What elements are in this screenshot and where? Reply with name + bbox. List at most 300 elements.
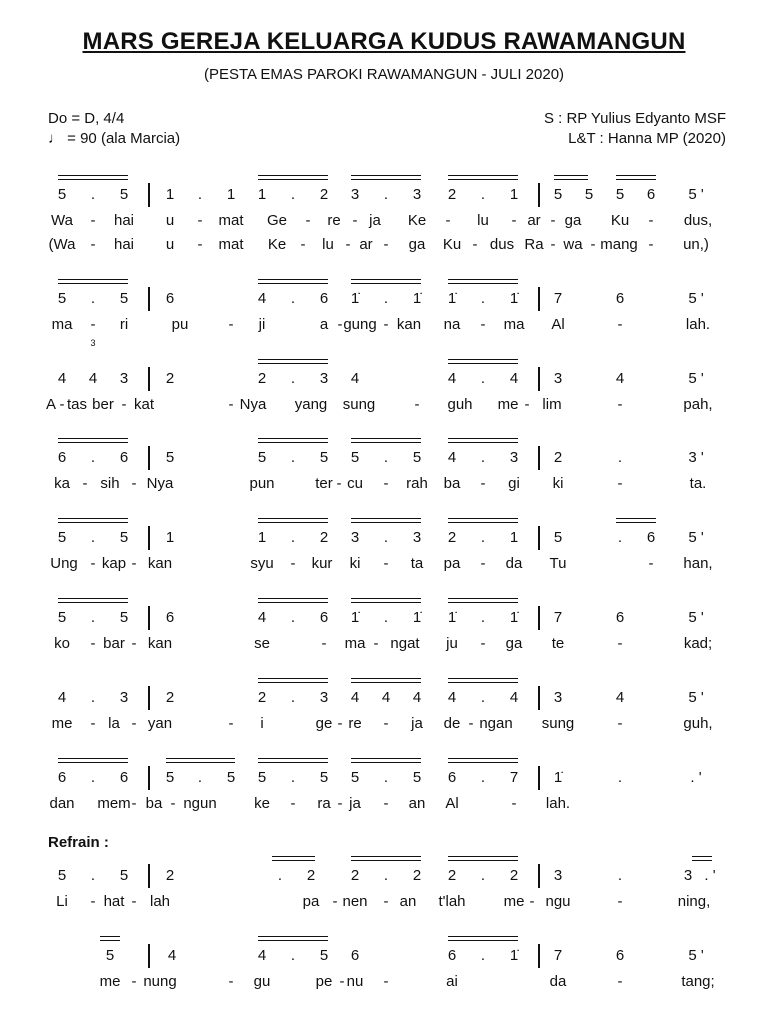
lyric-syllable: la <box>108 715 120 732</box>
lyric-syllable: re <box>348 715 362 732</box>
lyric-syllable: hai <box>113 236 135 253</box>
note-numeral: 5 <box>57 867 67 884</box>
lyric-syllable: - <box>228 715 234 732</box>
note-numeral: 2 <box>257 689 267 706</box>
note-numeral: 4 <box>57 370 67 387</box>
lyric-syllable: ar <box>359 236 373 253</box>
note-numeral: 5 <box>119 867 129 884</box>
lyric-syllable: - <box>468 715 474 732</box>
lyric-syllable: yan <box>147 715 173 732</box>
note-numeral: 6 <box>350 947 360 964</box>
lyric-syllable: - <box>480 555 486 572</box>
note-numeral: 2 <box>165 867 175 884</box>
beam-line <box>258 359 328 360</box>
lyric-syllable: syu <box>250 555 274 572</box>
note-numeral: 5 <box>119 609 129 626</box>
note-numeral: 1̇ <box>350 609 360 626</box>
note-numeral: . <box>480 186 486 203</box>
note-numeral: 6 <box>57 449 67 466</box>
note-numeral: . <box>290 290 296 307</box>
lyric-syllable: - <box>383 795 389 812</box>
lyric-syllable: dan <box>49 795 75 812</box>
note-numeral: 4 <box>615 370 625 387</box>
lyric-syllable: a <box>319 316 329 333</box>
note-numeral: . <box>480 370 486 387</box>
lyric-syllable: pun <box>249 475 275 492</box>
beam-line <box>448 598 518 599</box>
lyric-syllable: ba <box>443 475 461 492</box>
beam-line <box>351 856 421 857</box>
beam-line <box>351 438 421 439</box>
note-numeral: 1̇ <box>412 290 422 307</box>
note-numeral: 6 <box>165 290 175 307</box>
note-numeral: . <box>617 769 623 786</box>
lyric-syllable: nung <box>143 973 177 990</box>
note-numeral: 6 <box>165 609 175 626</box>
lyric-syllable: pa <box>302 893 320 910</box>
beam-line <box>448 758 518 759</box>
lyric-syllable: kan <box>147 555 173 572</box>
note-numeral: 2 <box>165 370 175 387</box>
note-numeral: 5 <box>584 186 594 203</box>
lyric-syllable: - <box>445 212 451 229</box>
note-numeral: 1 <box>509 186 519 203</box>
note-numeral: . <box>480 947 486 964</box>
note-numeral: . <box>383 290 389 307</box>
note-numeral: . <box>480 769 486 786</box>
lyric-syllable: ma <box>51 316 73 333</box>
note-numeral: . <box>290 186 296 203</box>
lyric-syllable: - <box>472 236 478 253</box>
note-numeral: 3 <box>350 529 360 546</box>
barline <box>148 864 150 888</box>
lyric-syllable: - <box>337 316 343 333</box>
note-numeral: 7 <box>553 609 563 626</box>
note-numeral: 6 <box>646 529 656 546</box>
note-numeral: 4 <box>509 370 519 387</box>
lyric-syllable: - <box>617 316 623 333</box>
lyric-syllable: kap <box>101 555 127 572</box>
lyric-syllable: ning, <box>677 893 711 910</box>
note-numeral: 2 <box>447 529 457 546</box>
beam-line <box>351 860 421 861</box>
beam-line <box>351 283 421 284</box>
note-numeral: . <box>290 529 296 546</box>
beam-line <box>258 283 328 284</box>
lyric-syllable: nen <box>342 893 368 910</box>
lyric-syllable: kan <box>396 316 422 333</box>
barline <box>538 686 540 710</box>
note-numeral: 1 <box>226 186 236 203</box>
note-numeral: 2 <box>306 867 316 884</box>
lyric-syllable: se <box>254 635 270 652</box>
lyric-syllable: - <box>383 316 389 333</box>
note-numeral: . <box>290 769 296 786</box>
beam-line <box>58 762 128 763</box>
lyric-syllable: ka <box>54 475 70 492</box>
lyric-syllable: hai <box>113 212 135 229</box>
note-numeral: 3 <box>319 370 329 387</box>
lyric-syllable: - <box>617 475 623 492</box>
lyric-syllable: Nya <box>239 396 267 413</box>
note-numeral: 6 <box>319 609 329 626</box>
beam-line <box>351 279 421 280</box>
note-numeral: . <box>480 290 486 307</box>
beam-line <box>258 678 328 679</box>
lyric-syllable: - <box>383 715 389 732</box>
lyric-syllable: mat <box>218 236 244 253</box>
note-numeral: 3 ' <box>688 449 704 466</box>
note-numeral: 1̇ <box>509 609 519 626</box>
lyric-syllable: - <box>339 973 345 990</box>
beam-line <box>351 179 421 180</box>
note-numeral: 4 <box>350 370 360 387</box>
lyric-syllable: mang <box>600 236 638 253</box>
lyric-syllable: lah. <box>685 316 711 333</box>
lyric-syllable: - <box>511 795 517 812</box>
lyric-syllable: kur <box>311 555 333 572</box>
barline <box>148 944 150 968</box>
barline <box>538 446 540 470</box>
beam-line <box>58 175 128 176</box>
note-numeral: . <box>480 867 486 884</box>
note-numeral: 1̇ <box>447 609 457 626</box>
note-numeral: . <box>90 449 96 466</box>
lyric-syllable: nu <box>346 973 364 990</box>
lyric-syllable: me <box>497 396 519 413</box>
lyric-syllable: - <box>90 212 96 229</box>
beam-line <box>692 856 712 857</box>
barline <box>538 606 540 630</box>
beam-line <box>258 363 328 364</box>
note-numeral: . <box>290 370 296 387</box>
barline <box>148 686 150 710</box>
lyric-syllable: kat <box>133 396 155 413</box>
note-numeral: 4 <box>257 947 267 964</box>
lyric-syllable: sung <box>342 396 376 413</box>
lyric-syllable: - <box>90 635 96 652</box>
note-numeral: 4 <box>447 449 457 466</box>
lyric-syllable: - <box>480 475 486 492</box>
lyric-syllable: dus <box>489 236 515 253</box>
lyric-syllable: mem <box>97 795 131 812</box>
lyric-syllable: - <box>131 555 137 572</box>
page-title: MARS GEREJA KELUARGA KUDUS RAWAMANGUN <box>82 28 686 55</box>
note-numeral: . <box>383 867 389 884</box>
lyric-syllable: rah <box>406 475 428 492</box>
lyric-syllable: - <box>648 555 654 572</box>
note-numeral: 4 <box>381 689 391 706</box>
beam-line <box>351 602 421 603</box>
beam-line <box>448 363 518 364</box>
note-numeral: 6 <box>319 290 329 307</box>
beam-line <box>616 522 656 523</box>
lyric-syllable: gi <box>508 475 520 492</box>
note-numeral: 6 <box>646 186 656 203</box>
beam-line <box>351 518 421 519</box>
barline <box>148 606 150 630</box>
note-numeral: 7 <box>553 947 563 964</box>
note-numeral: . <box>290 947 296 964</box>
lyric-syllable: ber <box>92 396 114 413</box>
lyric-syllable: de <box>443 715 461 732</box>
beam-line <box>554 179 588 180</box>
triplet-mark: 3 <box>90 338 96 348</box>
lyric-syllable: an <box>408 795 426 812</box>
lyric-syllable: - <box>131 893 137 910</box>
beam-line <box>448 279 518 280</box>
beam-line <box>448 442 518 443</box>
note-numeral: . <box>290 449 296 466</box>
lyric-syllable: ko <box>54 635 70 652</box>
lyric-syllable: - <box>59 396 65 413</box>
lyric-syllable: - <box>121 396 127 413</box>
note-numeral: 3 <box>319 689 329 706</box>
beam-line <box>258 522 328 523</box>
lyric-syllable: u <box>165 212 175 229</box>
note-numeral: 5 ' <box>688 370 704 387</box>
beam-line <box>100 936 120 937</box>
note-numeral: 5 <box>553 186 563 203</box>
note-numeral: 5 <box>57 529 67 546</box>
lyric-syllable: - <box>383 973 389 990</box>
lyric-syllable: - <box>228 396 234 413</box>
lyric-syllable: gu <box>253 973 271 990</box>
beam-line <box>448 179 518 180</box>
note-numeral: 4 <box>615 689 625 706</box>
note-numeral: 1 <box>509 529 519 546</box>
note-numeral: 5 <box>226 769 236 786</box>
lyric-syllable: Tu <box>549 555 567 572</box>
barline <box>538 287 540 311</box>
note-numeral: 5 ' <box>688 186 704 203</box>
beam-line <box>351 442 421 443</box>
beam-line <box>448 762 518 763</box>
beam-line <box>351 598 421 599</box>
note-numeral: 5 ' <box>688 947 704 964</box>
beam-line <box>448 522 518 523</box>
beam-line <box>554 175 588 176</box>
lyric-syllable: sung <box>541 715 575 732</box>
note-numeral: 5 ' <box>688 290 704 307</box>
beam-line <box>100 940 120 941</box>
note-numeral: 1 <box>165 186 175 203</box>
note-numeral: 1̇ <box>350 290 360 307</box>
lyric-syllable: A <box>45 396 57 413</box>
beam-line <box>58 179 128 180</box>
lyric-syllable: han, <box>683 555 713 572</box>
note-numeral: 1̇ <box>509 947 519 964</box>
barline <box>538 526 540 550</box>
note-numeral: 1̇ <box>412 609 422 626</box>
beam-line <box>258 758 328 759</box>
lyric-syllable: pe <box>315 973 333 990</box>
lyric-syllable: - <box>290 795 296 812</box>
lyric-syllable: da <box>505 555 523 572</box>
note-numeral: 6 <box>615 947 625 964</box>
beam-line <box>258 602 328 603</box>
lyric-syllable: i <box>260 715 264 732</box>
lyric-syllable: ju <box>446 635 458 652</box>
note-numeral: 2 <box>447 186 457 203</box>
lyric-syllable: - <box>617 635 623 652</box>
lyric-syllable: guh, <box>683 715 713 732</box>
note-numeral: 3 <box>553 370 563 387</box>
beam-line <box>448 940 518 941</box>
lyricist-credit: L&T : Hanna MP (2020) <box>568 130 726 147</box>
lyric-syllable: ma <box>344 635 366 652</box>
lyric-syllable: - <box>590 236 596 253</box>
note-numeral: 2 <box>412 867 422 884</box>
lyric-syllable: lah <box>149 893 171 910</box>
lyric-syllable: - <box>617 973 623 990</box>
note-numeral: 2 <box>447 867 457 884</box>
note-numeral: 2 <box>350 867 360 884</box>
note-numeral: 5 <box>350 769 360 786</box>
note-numeral: 4 <box>257 609 267 626</box>
note-numeral: 1 <box>257 529 267 546</box>
lyric-syllable: an <box>399 893 417 910</box>
note-numeral: 5 <box>615 186 625 203</box>
note-numeral: . <box>90 609 96 626</box>
lyric-syllable: - <box>82 475 88 492</box>
note-numeral: . <box>290 689 296 706</box>
lyric-syllable: ga <box>564 212 582 229</box>
note-numeral: 4 <box>350 689 360 706</box>
lyric-syllable: - <box>131 635 137 652</box>
lyric-syllable: - <box>337 715 343 732</box>
lyric-syllable: dus, <box>683 212 713 229</box>
beam-line <box>448 936 518 937</box>
note-numeral: 3 <box>683 867 693 884</box>
beam-line <box>272 860 315 861</box>
note-numeral: 5 <box>412 769 422 786</box>
lyric-syllable: Li <box>56 893 68 910</box>
note-numeral: . <box>90 290 96 307</box>
barline <box>148 367 150 391</box>
lyric-syllable: - <box>529 893 535 910</box>
lyric-syllable: sih <box>100 475 120 492</box>
note-numeral: 3 <box>509 449 519 466</box>
lyric-syllable: - <box>383 236 389 253</box>
beam-line <box>258 682 328 683</box>
note-numeral: 7 <box>509 769 519 786</box>
lyric-syllable: t'lah <box>438 893 466 910</box>
lyric-syllable: Ke <box>407 212 427 229</box>
note-numeral: 5 <box>119 529 129 546</box>
beam-line <box>448 682 518 683</box>
beam-line <box>351 762 421 763</box>
beam-line <box>258 598 328 599</box>
lyric-syllable: ga <box>505 635 523 652</box>
note-numeral: . <box>90 769 96 786</box>
barline <box>148 766 150 790</box>
note-numeral: . <box>277 867 283 884</box>
note-numeral: 3 <box>553 689 563 706</box>
lyric-syllable: - <box>617 715 623 732</box>
lyric-syllable: Nya <box>146 475 174 492</box>
beam-line <box>448 602 518 603</box>
tempo-marking: ♩ = 90 (ala Marcia) <box>48 130 181 147</box>
beam-line <box>58 602 128 603</box>
beam-line <box>448 283 518 284</box>
credits-block <box>544 109 726 149</box>
note-numeral: 5 <box>257 769 267 786</box>
note-numeral: . <box>90 529 96 546</box>
note-numeral: . ' <box>704 867 716 884</box>
lyric-syllable: lu <box>477 212 489 229</box>
note-numeral: 4 <box>167 947 177 964</box>
note-numeral: . <box>480 449 486 466</box>
lyric-syllable: - <box>414 396 420 413</box>
lyric-syllable: pah, <box>683 396 713 413</box>
note-numeral: . ' <box>690 769 702 786</box>
lyric-syllable: me <box>503 893 525 910</box>
note-numeral: . <box>90 689 96 706</box>
note-numeral: . <box>90 186 96 203</box>
lyric-syllable: me <box>51 715 73 732</box>
lyric-syllable: - <box>228 973 234 990</box>
note-numeral: 5 <box>165 769 175 786</box>
lyric-syllable: lim <box>542 396 562 413</box>
lyric-syllable: - <box>617 396 623 413</box>
beam-line <box>258 518 328 519</box>
beam-line <box>58 758 128 759</box>
beam-line <box>166 762 235 763</box>
lyric-syllable: ke <box>254 795 270 812</box>
note-numeral: . <box>383 529 389 546</box>
beam-line <box>258 936 328 937</box>
key-tempo-block <box>48 109 180 149</box>
lyric-syllable: Al <box>445 795 459 812</box>
beam-line <box>616 518 656 519</box>
note-numeral: 7 <box>553 290 563 307</box>
note-numeral: 2 <box>319 186 329 203</box>
lyric-syllable: wa <box>563 236 583 253</box>
lyric-syllable: ter <box>315 475 333 492</box>
note-numeral: 2 <box>257 370 267 387</box>
lyric-syllable: - <box>90 715 96 732</box>
note-numeral: . <box>617 449 623 466</box>
lyric-syllable: - <box>352 212 358 229</box>
note-numeral: 3 <box>350 186 360 203</box>
note-numeral: 3 <box>119 689 129 706</box>
note-numeral: . <box>617 529 623 546</box>
note-numeral: . <box>383 769 389 786</box>
lyric-syllable: gung <box>343 316 377 333</box>
note-numeral: 5 <box>319 947 329 964</box>
lyric-syllable: - <box>480 635 486 652</box>
note-numeral: 5 <box>553 529 563 546</box>
barline <box>538 367 540 391</box>
note-numeral: 1̇ <box>553 769 563 786</box>
note-numeral: 5 <box>350 449 360 466</box>
lyric-syllable: yang <box>294 396 328 413</box>
lyric-syllable: - <box>373 635 379 652</box>
lyric-syllable: - <box>336 475 342 492</box>
note-numeral: . <box>383 609 389 626</box>
beam-line <box>448 438 518 439</box>
note-numeral: 5 <box>165 449 175 466</box>
refrain-label: Refrain : <box>48 834 109 851</box>
note-numeral: 5 <box>119 186 129 203</box>
beam-line <box>258 179 328 180</box>
lyric-syllable: tang; <box>681 973 715 990</box>
note-numeral: 4 <box>257 290 267 307</box>
barline <box>148 526 150 550</box>
note-numeral: . <box>383 186 389 203</box>
note-numeral: 2 <box>319 529 329 546</box>
